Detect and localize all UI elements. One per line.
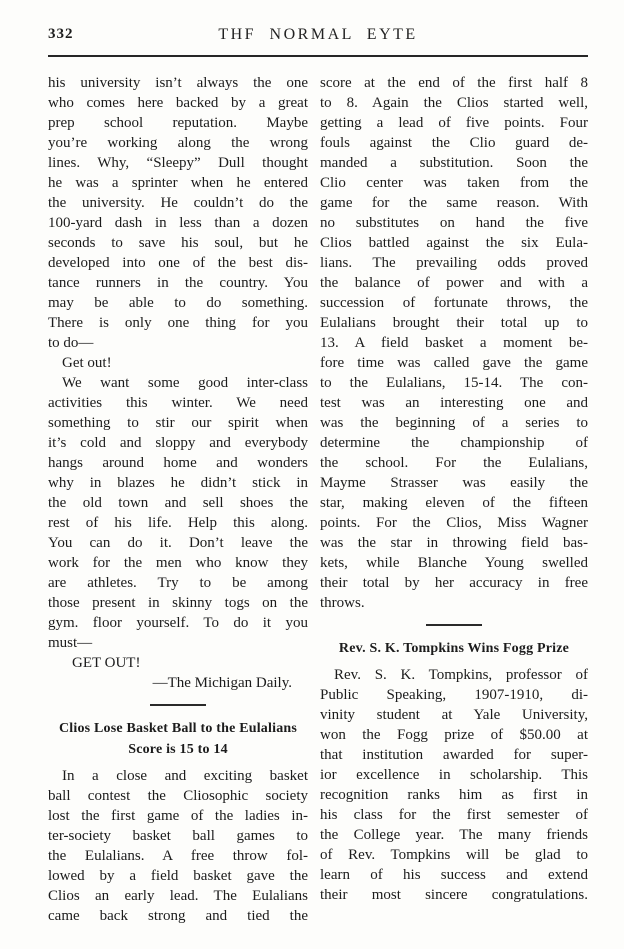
paragraph: [48, 373, 308, 653]
text-line: was the star in throwing field bas-: [320, 535, 588, 551]
text-line: game for the same reason. With: [320, 195, 588, 211]
text-line: won the Fogg prize of $50.00 at: [320, 727, 588, 743]
text-line: Clios an early lead. The Eulalians: [48, 888, 308, 904]
text-line: his university isn’t always the one: [48, 75, 308, 91]
text-line: manded a substitution. Soon the: [320, 155, 588, 171]
text-line: —The Michigan Daily.: [152, 675, 292, 691]
text-line: We want some good inter-class: [62, 375, 308, 391]
text-line: succession of fortunate throws, the: [320, 295, 588, 311]
text-columns: [48, 73, 588, 926]
paragraph: [320, 73, 588, 613]
page-number: 332: [48, 26, 74, 42]
text-line: no substitutes on hand the five: [320, 215, 588, 231]
text-line: 13. A field basket a moment be-: [320, 335, 588, 351]
text-line: came back strong and tied the: [48, 908, 308, 924]
text-line: the old town and sell shoes the: [48, 495, 308, 511]
text-line: the College year. The many friends: [320, 827, 588, 843]
text-line: Public Speaking, 1907-1910, di-: [320, 687, 588, 703]
text-line: to 8. Again the Clios started well,: [320, 95, 588, 111]
masthead-title: THF NORMAL EYTE: [218, 26, 418, 43]
text-line: hangs around home and wonders: [48, 455, 308, 471]
text-line: must—: [48, 635, 93, 651]
text-line: to do—: [48, 335, 94, 351]
text-line: getting a lead of five points. Four: [320, 115, 588, 131]
article-heading-line: Score is 15 to 14: [128, 742, 228, 757]
text-line: may be able to do something.: [48, 295, 308, 311]
text-line: prep school reputation. Maybe: [48, 115, 308, 131]
text-line: throws.: [320, 595, 365, 611]
text-line: ter-society basket ball games to: [48, 828, 308, 844]
text-line: he was a sprinter when he entered: [48, 175, 308, 191]
text-line: activities this winter. We need: [48, 395, 308, 411]
page-header: [48, 26, 588, 46]
text-line: the school. For the Eulalians,: [320, 455, 588, 471]
text-line: his class for the first semester of: [320, 807, 588, 823]
text-line: Mayme Strasser was easily the: [320, 475, 588, 491]
paragraph: [48, 766, 308, 926]
text-line: fore time was called gave the game: [320, 355, 588, 371]
text-line: You can do it. Don’t leave the: [48, 535, 308, 551]
text-line: developed into one of the best dis-: [48, 255, 308, 271]
text-line: lost the first game of the ladies in-: [48, 808, 308, 824]
text-line: score at the end of the first half 8: [320, 75, 588, 91]
text-line: something to stir our spirit when: [48, 415, 308, 431]
article-heading: [320, 638, 588, 659]
text-line: ball contest the Cliosophic society: [48, 788, 308, 804]
text-line: points. For the Clios, Miss Wagner: [320, 515, 588, 531]
text-line: ior excellence in scholarship. This: [320, 767, 588, 783]
article-heading-line: Clios Lose Basket Ball to the Eulalians: [58, 721, 298, 736]
text-line: seconds to save his soul, but he: [48, 235, 308, 251]
text-line: Rev. S. K. Tompkins, professor of: [334, 667, 588, 683]
section-divider-rule: [150, 704, 206, 706]
article-heading-line: Rev. S. K. Tompkins Wins Fogg Prize: [338, 641, 570, 656]
section-divider-rule: [426, 624, 482, 626]
text-line: are athletes. Try to be among: [48, 575, 308, 591]
text-line: that institution awarded for super-: [320, 747, 588, 763]
text-line: gym. floor yourself. To do it you: [48, 615, 308, 631]
text-line: vinity student at Yale University,: [320, 707, 588, 723]
text-line: Clios battled against the six Eula-: [320, 235, 588, 251]
text-line: lowed by a field basket gave the: [48, 868, 308, 884]
text-line: those present in skinny togs on the: [48, 595, 308, 611]
text-line: kets, while Blanche Young swelled: [320, 555, 588, 571]
text-line: to the Eulalians, 15-14. The con-: [320, 375, 588, 391]
header-rule: [48, 55, 588, 57]
text-line: the balance of power and with a: [320, 275, 588, 291]
text-line: GET OUT!: [72, 655, 141, 671]
right-column: [320, 73, 588, 926]
paragraph: [320, 665, 588, 905]
text-line: the Eulalians. A free throw fol-: [48, 848, 308, 864]
text-line: you’re working along the wrong: [48, 135, 308, 151]
text-line: test was an interesting one and: [320, 395, 588, 411]
text-line: lians. The prevailing odds proved: [320, 255, 588, 271]
text-line: the university. He couldn’t do the: [48, 195, 308, 211]
text-line: 100-yard dash in less than a dozen: [48, 215, 308, 231]
text-line: why in blazes he didn’t stick in: [48, 475, 308, 491]
text-line: recognition ranks him as first in: [320, 787, 588, 803]
text-line: fouls against the Clio guard de-: [320, 135, 588, 151]
text-line: of Rev. Tompkins will be glad to: [320, 847, 588, 863]
left-column: [48, 73, 308, 926]
paragraph: [48, 73, 308, 353]
text-line: who comes here backed by a great: [48, 95, 308, 111]
text-line: learn of his success and extend: [320, 867, 588, 883]
text-line: was the beginning of a series to: [320, 415, 588, 431]
text-line: There is only one thing for you: [48, 315, 308, 331]
text-line: tance runners in the country. You: [48, 275, 308, 291]
text-line: their total by her accuracy in free: [320, 575, 588, 591]
text-line: In a close and exciting basket: [62, 768, 308, 784]
text-line: determine the championship of: [320, 435, 588, 451]
text-line: star, making eleven of the fifteen: [320, 495, 588, 511]
text-line: it’s cold and sloppy and everybody: [48, 435, 308, 451]
article-heading: [48, 718, 308, 760]
text-line: their most sincere congratulations.: [320, 887, 588, 903]
text-line: rest of his life. Help this along.: [48, 515, 308, 531]
text-line: Get out!: [62, 355, 112, 371]
text-line: lines. Why, “Sleepy” Dull thought: [48, 155, 308, 171]
text-line: work for the men who know they: [48, 555, 308, 571]
text-line: Clio center was taken from the: [320, 175, 588, 191]
text-line: Eulalians brought their total up to: [320, 315, 588, 331]
